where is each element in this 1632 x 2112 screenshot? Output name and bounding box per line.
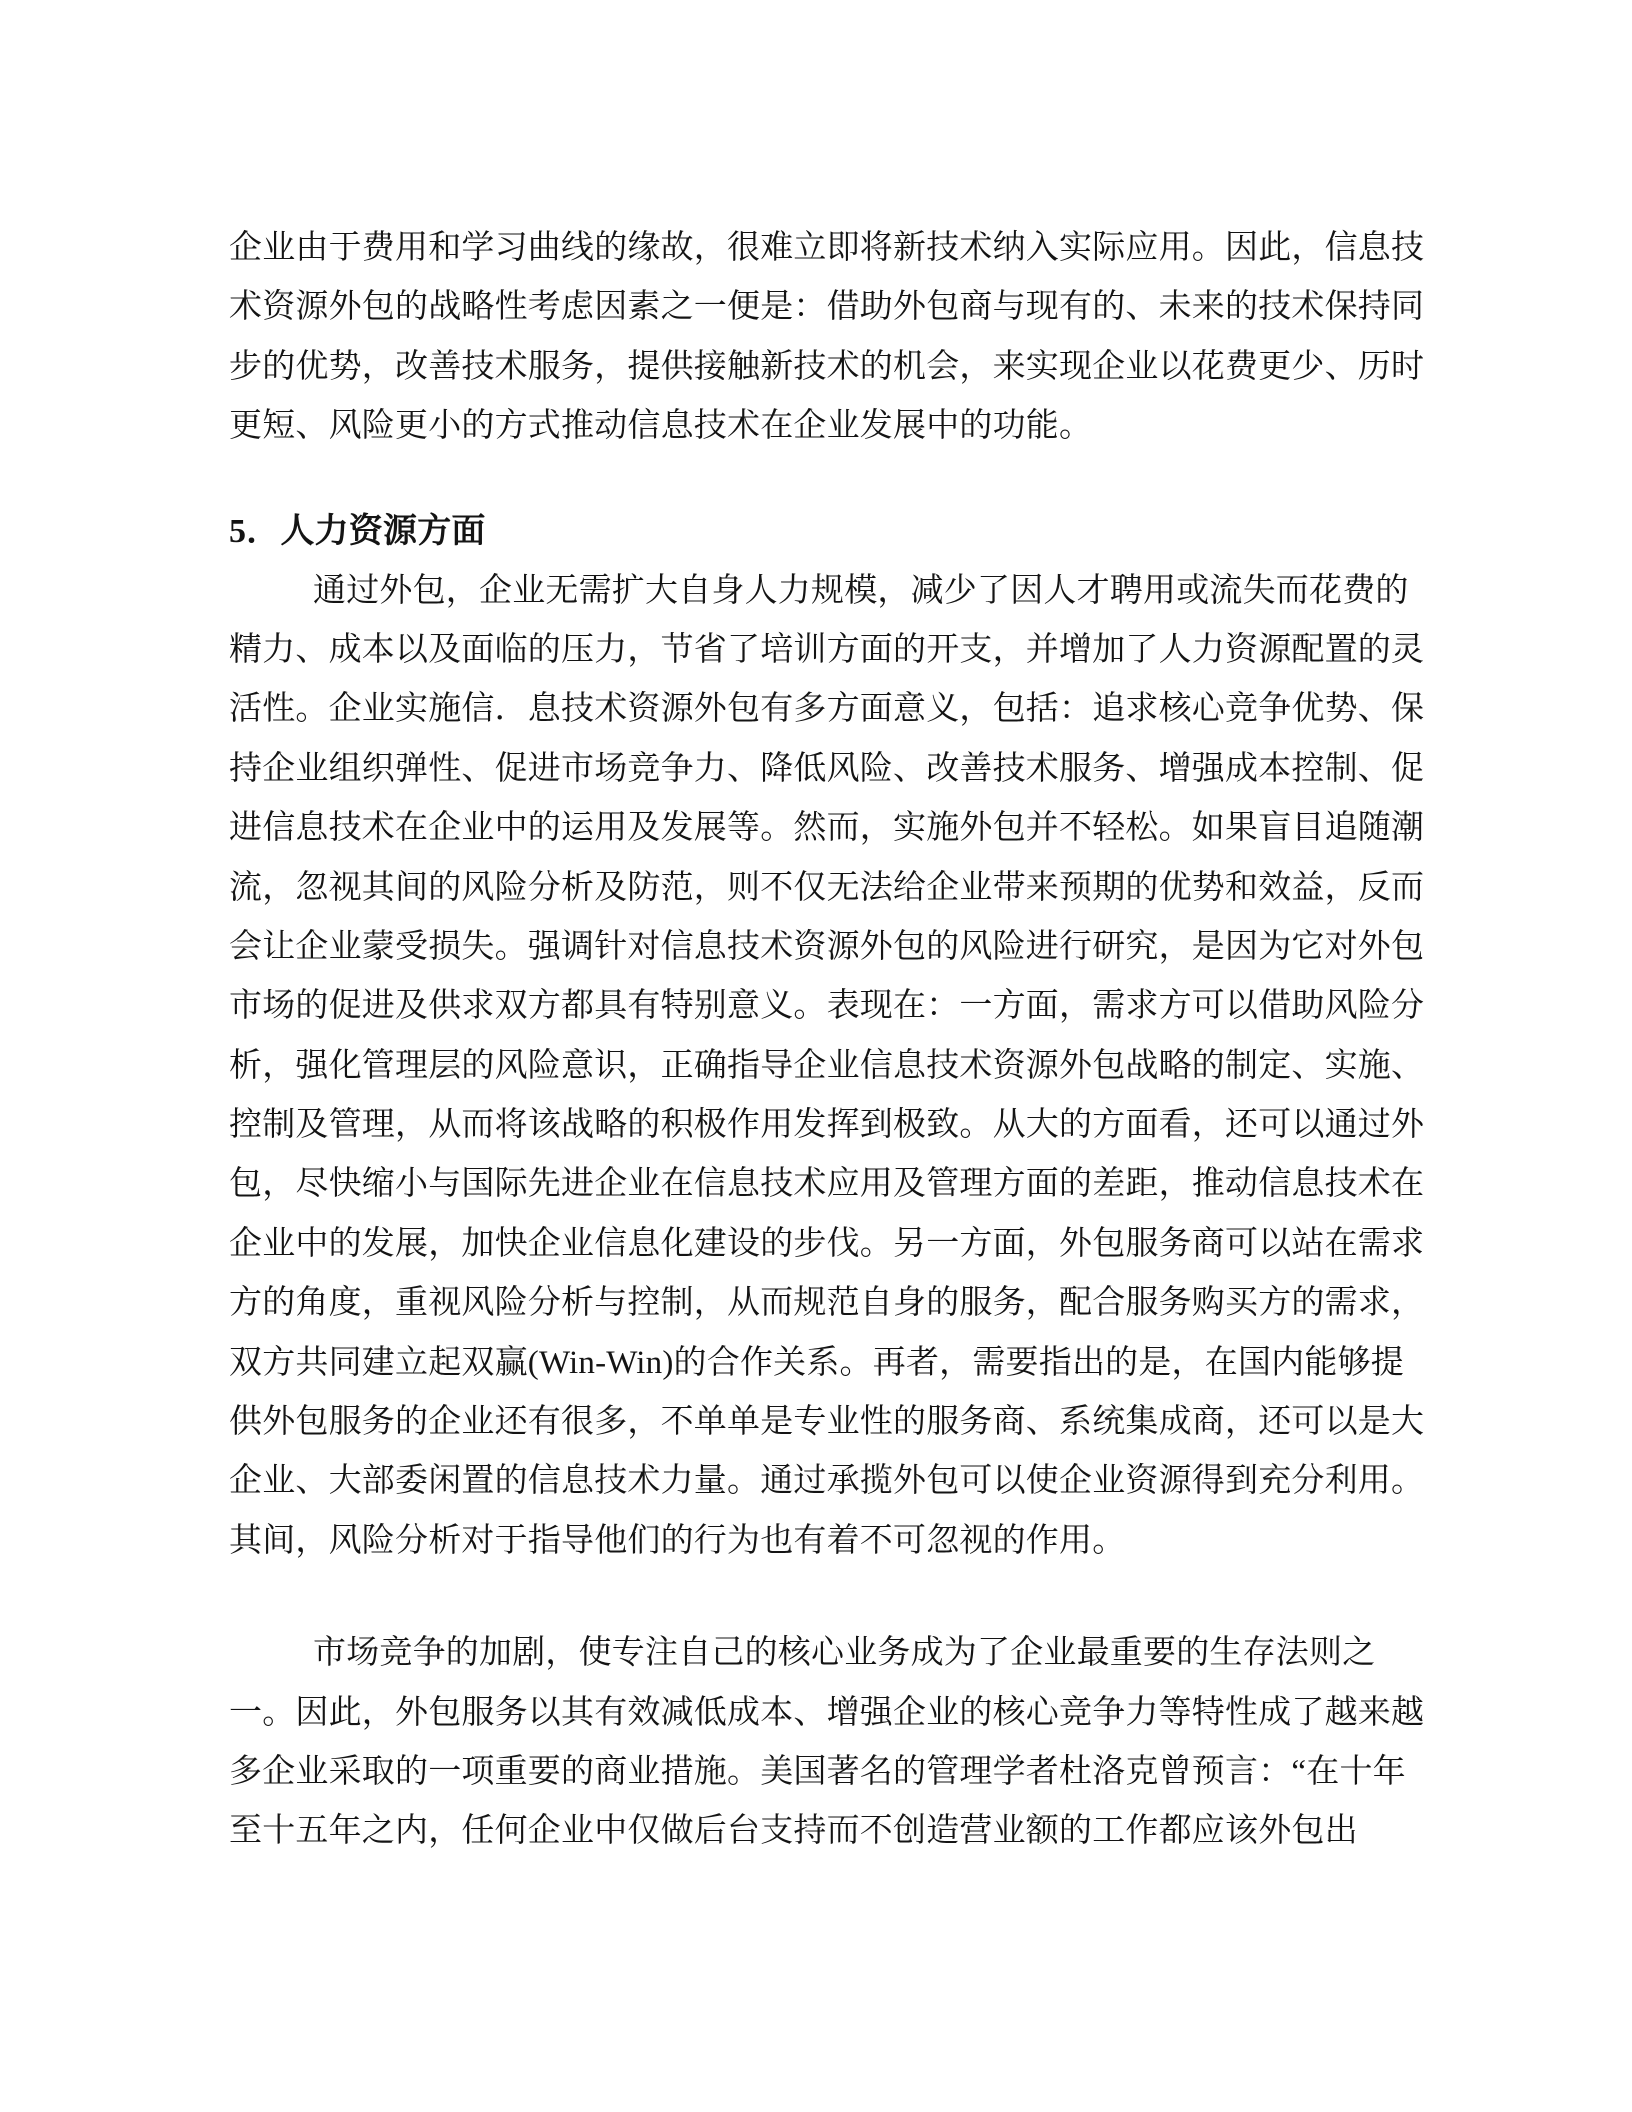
- text-line: 市场的促进及供求双方都具有特别意义。表现在：一方面，需求方可以借助风险分: [229, 988, 1425, 1025]
- text-line: 企业由于费用和学习曲线的缘故，很难立即将新技术纳入实际应用。因此，信息技: [229, 230, 1425, 266]
- text-line: 包，尽快缩小与国际先进企业在信息技术应用及管理方面的差距，推动信息技术在: [229, 1166, 1425, 1203]
- text-line: 持企业组织弹性、促进市场竞争力、降低风险、改善技术服务、增强成本控制、促: [229, 750, 1425, 787]
- paragraph-3: [229, 1624, 1425, 1862]
- text-line: 双方共同建立起双赢(Win-Win)的合作关系。再者，需要指出的是，在国内能够提: [229, 1344, 1404, 1381]
- paragraph-2: [229, 562, 1425, 1572]
- text-line: 方的角度，重视风险分析与控制，从而规范自身的服务，配合服务购买方的需求，: [229, 1285, 1425, 1322]
- text-line: 会让企业蒙受损失。强调针对信息技术资源外包的风险进行研究，是因为它对外包: [229, 928, 1425, 965]
- text-line: 析，强化管理层的风险意识，正确指导企业信息技术资源外包战略的制定、实施、: [229, 1047, 1425, 1084]
- text-line: 流，忽视其间的风险分析及防范，则不仅无法给企业带来预期的优势和效益，反而: [229, 869, 1425, 906]
- document-page: [229, 219, 1425, 1862]
- text-line: 精力、成本以及面临的压力，节省了培训方面的开支，并增加了人力资源配置的灵: [229, 631, 1425, 668]
- section-heading: 5．人力资源方面: [229, 512, 486, 550]
- text-line: 控制及管理，从而将该战略的积极作用发挥到极致。从大的方面看，还可以通过外: [229, 1107, 1425, 1144]
- text-line: 进信息技术在企业中的运用及发展等。然而，实施外包并不轻松。如果盲目追随潮: [229, 810, 1425, 847]
- text-line: 至十五年之内，任何企业中仅做后台支持而不创造营业额的工作都应该外包出: [229, 1813, 1358, 1850]
- text-line: 一。因此，外包服务以其有效减低成本、增强企业的核心竞争力等特性成了越来越: [229, 1694, 1425, 1731]
- text-line: 市场竞争的加剧，使专注自己的核心业务成为了企业最重要的生存法则之: [313, 1635, 1376, 1672]
- text-line: 供外包服务的企业还有很多，不单单是专业性的服务商、系统集成商，还可以是大: [229, 1404, 1425, 1441]
- text-line: 更短、风险更小的方式推动信息技术在企业发展中的功能。: [229, 408, 1093, 445]
- text-line: 术资源外包的战略性考虑因素之一便是：借助外包商与现有的、未来的技术保持同: [229, 289, 1425, 326]
- text-line: 企业中的发展，加快企业信息化建设的步伐。另一方面，外包服务商可以站在需求: [229, 1225, 1425, 1262]
- text-line: 活性。企业实施信．息技术资源外包有多方面意义，包括：追求核心竞争优势、保: [229, 691, 1425, 728]
- paragraph-1: [229, 219, 1425, 457]
- text-line: 多企业采取的一项重要的商业措施。美国著名的管理学者杜洛克曾预言：“在十年: [229, 1753, 1406, 1790]
- text-line: 通过外包，企业无需扩大自身人力规模，减少了因人才聘用或流失而花费的: [313, 572, 1409, 609]
- text-line: 其间，风险分析对于指导他们的行为也有着不可忽视的作用。: [229, 1522, 1126, 1559]
- text-line: 企业、大部委闲置的信息技术力量。通过承揽外包可以使企业资源得到充分利用。: [229, 1463, 1425, 1500]
- text-line: 步的优势，改善技术服务，提供接触新技术的机会，来实现企业以花费更少、历时: [229, 348, 1425, 385]
